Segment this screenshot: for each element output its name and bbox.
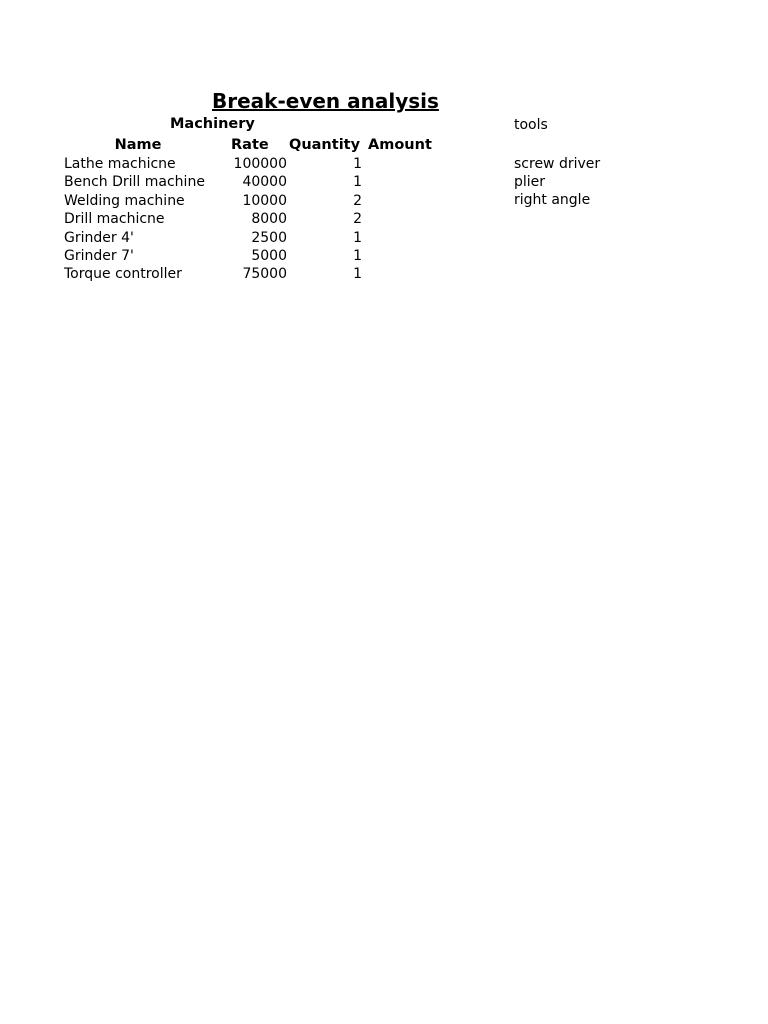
cell-rate: 100000 xyxy=(233,156,287,172)
cell-name: Welding machine xyxy=(64,192,185,209)
table-row xyxy=(0,173,768,191)
column-header-amount: Amount xyxy=(368,137,432,153)
cell-rate: 2500 xyxy=(251,229,287,246)
cell-rate: 75000 xyxy=(242,266,287,283)
page-title: Break-even analysis xyxy=(212,89,439,113)
table-row xyxy=(0,265,768,283)
cell-quantity: 1 xyxy=(353,156,362,172)
cell-quantity: 1 xyxy=(353,174,362,191)
cell-name: Lathe machicne xyxy=(64,156,176,172)
cell-quantity: 2 xyxy=(353,211,362,228)
table-row xyxy=(0,247,768,265)
table-row xyxy=(0,210,768,228)
section-title-machinery: Machinery xyxy=(170,116,255,132)
cell-quantity: 2 xyxy=(353,192,362,209)
cell-rate: 8000 xyxy=(251,211,287,228)
cell-rate: 5000 xyxy=(251,247,287,264)
cell-rate: 10000 xyxy=(242,192,287,209)
list-item: right angle xyxy=(514,192,591,209)
cell-name: Torque controller xyxy=(64,266,182,283)
table-row xyxy=(0,192,768,210)
column-header-quantity: Quantity xyxy=(289,137,361,153)
cell-quantity: 1 xyxy=(353,247,362,264)
column-header-name: Name xyxy=(114,137,162,153)
table-row xyxy=(0,229,768,247)
tools-list xyxy=(514,155,600,210)
cell-name: Bench Drill machine xyxy=(64,174,205,191)
cell-name: Grinder 4' xyxy=(64,229,134,246)
cell-quantity: 1 xyxy=(353,266,362,283)
cell-name: Drill machicne xyxy=(64,211,165,228)
list-item: screw driver xyxy=(514,156,601,172)
cell-quantity: 1 xyxy=(353,229,362,246)
tools-heading: tools xyxy=(514,117,548,133)
table-row xyxy=(0,155,768,173)
column-header-rate: Rate xyxy=(231,137,269,153)
cell-name: Grinder 7' xyxy=(64,247,134,264)
machinery-table xyxy=(0,155,768,284)
cell-rate: 40000 xyxy=(242,174,287,191)
list-item: plier xyxy=(514,174,546,191)
